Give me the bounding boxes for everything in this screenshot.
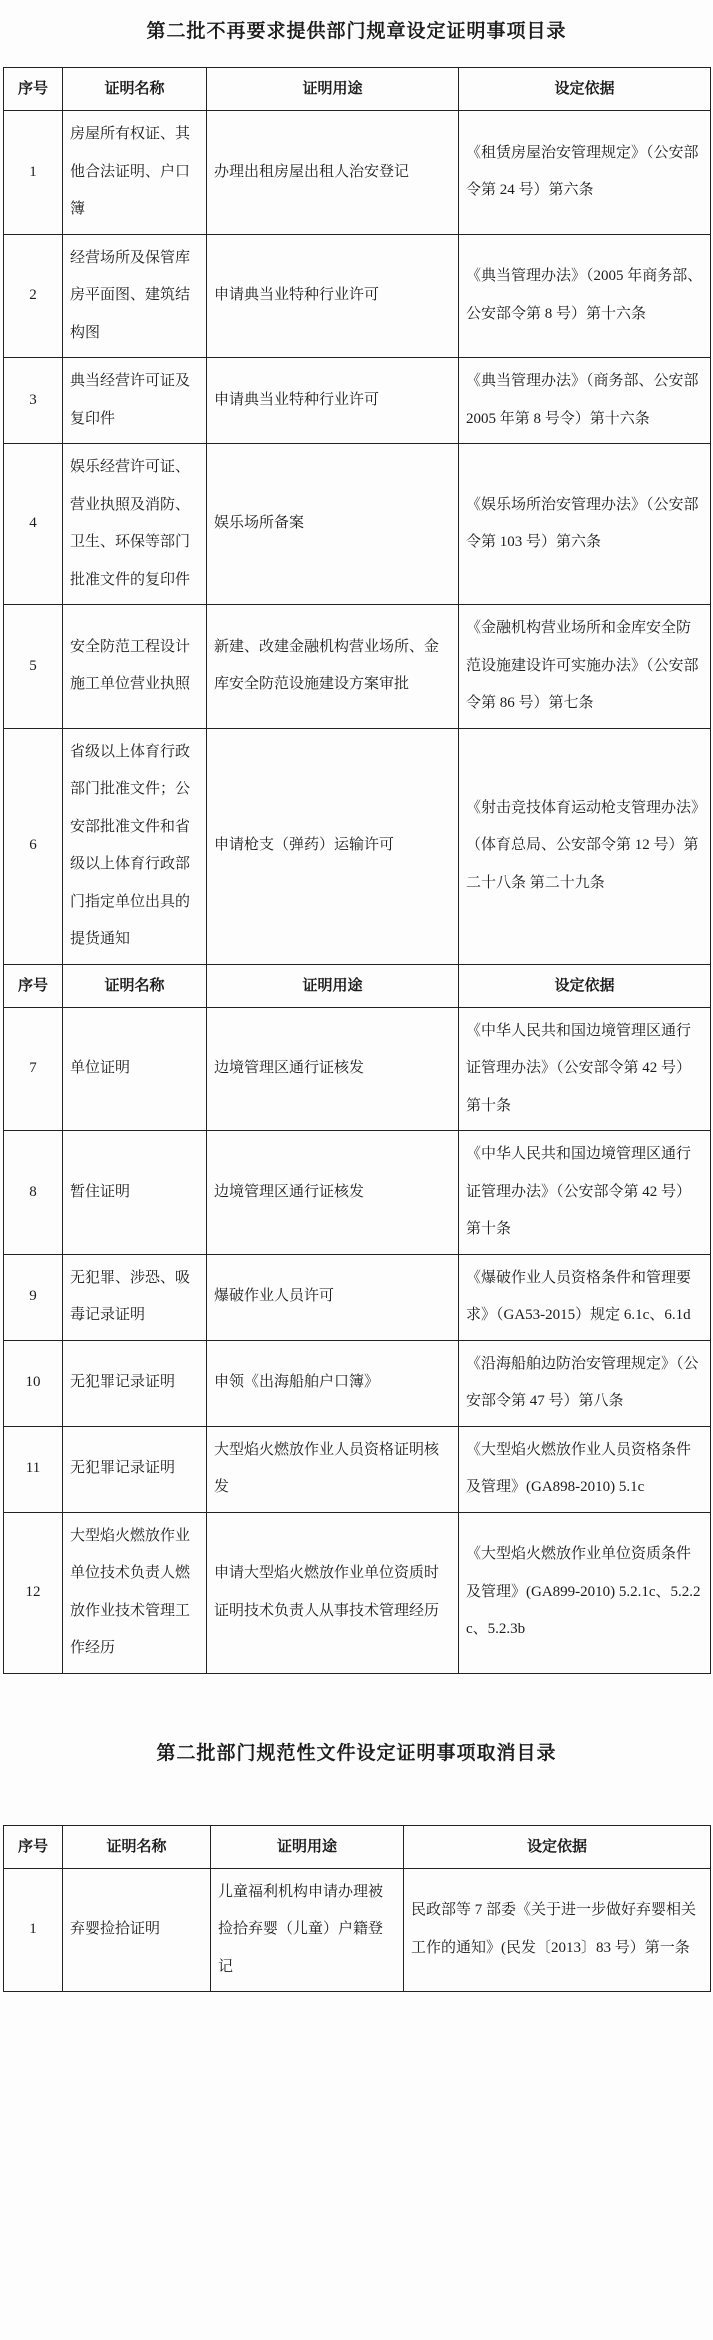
col-header-seq: 序号 bbox=[4, 1825, 63, 1868]
cell-seq: 7 bbox=[4, 1007, 63, 1131]
cell-purpose: 新建、改建金融机构营业场所、金库安全防范设施建设方案审批 bbox=[207, 605, 459, 729]
cell-cert-name: 经营场所及保管库房平面图、建筑结构图 bbox=[63, 234, 207, 358]
cell-purpose: 申请大型焰火燃放作业单位资质时证明技术负责人从事技术管理经历 bbox=[207, 1512, 459, 1673]
col-header-purpose: 证明用途 bbox=[207, 68, 459, 111]
cell-purpose: 边境管理区通行证核发 bbox=[207, 1131, 459, 1255]
col-header-basis: 设定依据 bbox=[459, 964, 711, 1007]
table-row bbox=[4, 234, 711, 358]
cell-purpose: 儿童福利机构申请办理被捡拾弃婴（儿童）户籍登记 bbox=[211, 1868, 404, 1992]
table-row bbox=[4, 1868, 711, 1992]
cell-basis: 《中华人民共和国边境管理区通行证管理办法》（公安部令第 42 号）第十条 bbox=[459, 1131, 711, 1255]
cell-purpose: 申领《出海船舶户口簿》 bbox=[207, 1340, 459, 1426]
cell-seq: 5 bbox=[4, 605, 63, 729]
cell-basis: 《中华人民共和国边境管理区通行证管理办法》（公安部令第 42 号）第十条 bbox=[459, 1007, 711, 1131]
table-row bbox=[4, 1340, 711, 1426]
cell-seq: 1 bbox=[4, 1868, 63, 1992]
col-header-cert-name: 证明名称 bbox=[63, 964, 207, 1007]
cell-basis: 《爆破作业人员资格条件和管理要求》（GA53-2015）规定 6.1c、6.1d bbox=[459, 1254, 711, 1340]
cell-basis: 《沿海船舶边防治安管理规定》（公安部令第 47 号）第八条 bbox=[459, 1340, 711, 1426]
table-row bbox=[4, 728, 711, 964]
table-row bbox=[4, 358, 711, 444]
cell-cert-name: 大型焰火燃放作业单位技术负责人燃放作业技术管理工作经历 bbox=[63, 1512, 207, 1673]
cell-purpose: 申请枪支（弹药）运输许可 bbox=[207, 728, 459, 964]
cell-basis: 《金融机构营业场所和金库安全防范设施建设许可实施办法》（公安部令第 86 号）第七条 bbox=[459, 605, 711, 729]
cell-basis: 《租赁房屋治安管理规定》（公安部令第 24 号）第六条 bbox=[459, 111, 711, 235]
cell-purpose: 申请典当业特种行业许可 bbox=[207, 358, 459, 444]
cell-purpose: 申请典当业特种行业许可 bbox=[207, 234, 459, 358]
cell-seq: 6 bbox=[4, 728, 63, 964]
table-row bbox=[4, 1426, 711, 1512]
cell-basis: 民政部等 7 部委《关于进一步做好弃婴相关工作的通知》(民发〔2013〕83 号）第一条 bbox=[404, 1868, 711, 1992]
cell-seq: 11 bbox=[4, 1426, 63, 1512]
cell-cert-name: 省级以上体育行政部门批准文件；公安部批准文件和省级以上体育行政部门指定单位出具的提货通知 bbox=[63, 728, 207, 964]
table-row bbox=[4, 444, 711, 605]
cell-seq: 2 bbox=[4, 234, 63, 358]
catalog1-header-row bbox=[4, 68, 711, 111]
cell-cert-name: 暂住证明 bbox=[63, 1131, 207, 1255]
cell-basis: 《大型焰火燃放作业人员资格条件及管理》(GA898-2010) 5.1c bbox=[459, 1426, 711, 1512]
cell-seq: 10 bbox=[4, 1340, 63, 1426]
cell-seq: 1 bbox=[4, 111, 63, 235]
col-header-cert-name: 证明名称 bbox=[63, 68, 207, 111]
col-header-seq: 序号 bbox=[4, 68, 63, 111]
table-row bbox=[4, 1512, 711, 1673]
table-row bbox=[4, 1131, 711, 1255]
cell-purpose: 娱乐场所备案 bbox=[207, 444, 459, 605]
catalog1-repeated-header-row bbox=[4, 964, 711, 1007]
catalog1-table bbox=[3, 67, 711, 1674]
cell-cert-name: 无犯罪记录证明 bbox=[63, 1340, 207, 1426]
table-row bbox=[4, 1254, 711, 1340]
cell-basis: 《射击竞技体育运动枪支管理办法》（体育总局、公安部令第 12 号）第二十八条 第二十九条 bbox=[459, 728, 711, 964]
col-header-purpose: 证明用途 bbox=[207, 964, 459, 1007]
cell-cert-name: 弃婴捡拾证明 bbox=[63, 1868, 211, 1992]
col-header-basis: 设定依据 bbox=[404, 1825, 711, 1868]
catalog1-title: 第二批不再要求提供部门规章设定证明事项目录 bbox=[146, 21, 567, 42]
cell-seq: 4 bbox=[4, 444, 63, 605]
catalog2-title: 第二批部门规范性文件设定证明事项取消目录 bbox=[156, 1742, 557, 1764]
col-header-basis: 设定依据 bbox=[459, 68, 711, 111]
cell-purpose: 爆破作业人员许可 bbox=[207, 1254, 459, 1340]
cell-basis: 《大型焰火燃放作业单位资质条件及管理》(GA899-2010) 5.2.1c、5.2.2c、5.2.3b bbox=[459, 1512, 711, 1673]
cell-cert-name: 单位证明 bbox=[63, 1007, 207, 1131]
col-header-cert-name: 证明名称 bbox=[63, 1825, 211, 1868]
table-row bbox=[4, 111, 711, 235]
cell-cert-name: 房屋所有权证、其他合法证明、户口簿 bbox=[63, 111, 207, 235]
cell-cert-name: 娱乐经营许可证、营业执照及消防、卫生、环保等部门批准文件的复印件 bbox=[63, 444, 207, 605]
cell-cert-name: 无犯罪记录证明 bbox=[63, 1426, 207, 1512]
cell-seq: 12 bbox=[4, 1512, 63, 1673]
cell-cert-name: 典当经营许可证及复印件 bbox=[63, 358, 207, 444]
cell-cert-name: 无犯罪、涉恐、吸毒记录证明 bbox=[63, 1254, 207, 1340]
table-row bbox=[4, 605, 711, 729]
cell-basis: 《典当管理办法》（商务部、公安部 2005 年第 8 号令）第十六条 bbox=[459, 358, 711, 444]
cell-cert-name: 安全防范工程设计施工单位营业执照 bbox=[63, 605, 207, 729]
catalog2-header-row bbox=[4, 1825, 711, 1868]
cell-seq: 9 bbox=[4, 1254, 63, 1340]
cell-purpose: 大型焰火燃放作业人员资格证明核发 bbox=[207, 1426, 459, 1512]
cell-seq: 8 bbox=[4, 1131, 63, 1255]
cell-purpose: 办理出租房屋出租人治安登记 bbox=[207, 111, 459, 235]
col-header-purpose: 证明用途 bbox=[211, 1825, 404, 1868]
cell-basis: 《娱乐场所治安管理办法》（公安部令第 103 号）第六条 bbox=[459, 444, 711, 605]
cell-purpose: 边境管理区通行证核发 bbox=[207, 1007, 459, 1131]
catalog2-table bbox=[3, 1825, 711, 1993]
col-header-seq: 序号 bbox=[4, 964, 63, 1007]
cell-basis: 《典当管理办法》（2005 年商务部、公安部令第 8 号）第十六条 bbox=[459, 234, 711, 358]
cell-seq: 3 bbox=[4, 358, 63, 444]
table-row bbox=[4, 1007, 711, 1131]
